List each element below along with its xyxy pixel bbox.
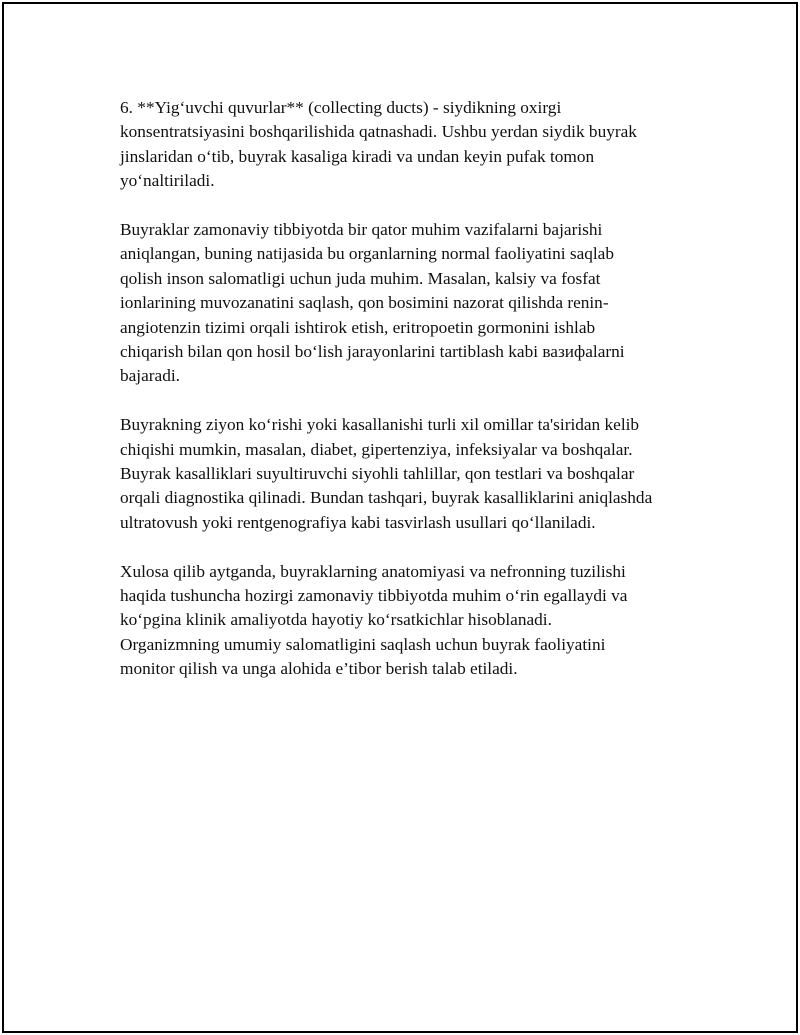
- paragraph-kidney-diseases: Buyrakning ziyon ko‘rishi yoki kasallanishi turli xil omillar ta'siridan kelib chiqishi mumkin, masalan, diabet, gipertenziya, infeksiyalar va boshqalar. Buyrak kasalliklari suyultiruvchi siyohli tahlillar, qon testlari va boshqalar orqali diagnostika qilinadi. Bundan tashqari, buyrak kasalliklarini aniqlashda ultratovush yoki rentgenografiya kabi tasvirlash usullari qo‘llaniladi.: [120, 415, 653, 532]
- paragraph-conclusion: Xulosa qilib aytganda, buyraklarning anatomiyasi va nefronning tuzilishi haqida tushuncha hozirgi zamonaviy tibbiyotda muhim o‘rin egallaydi va ko‘pgina klinik amaliyotda hayotiy ko‘rsatkichlar hisoblanadi. Organizmning umumiy salomatligini saqlash uchun buyrak faoliyatini monitor qilish va unga alohida e’tibor berish talab etiladi.: [120, 561, 628, 679]
- paragraph-kidney-functions: Buyraklar zamonaviy tibbiyotda bir qator muhim vazifalarni bajarishi aniqlangan, buning natijasida bu organlarning normal faoliyatini saqlab qolish inson salomatligi uchun juda muhim. Masalan, kalsiy va fosfat ionlarining muvozanatini saqlash, qon bosimini nazorat qilishda renin- angiotenzin tizimi orqali ishtirok etish, eritropoetin gormonini ishlab chiqarish bilan qon hosil bo‘lish jarayonlarini tartiblash kabi вазифalarni bajaradi.: [120, 220, 625, 386]
- paragraph-collecting-ducts: 6. **Yig‘uvchi quvurlar** (collecting ducts) - siydikning oxirgi konsentratsiyasini boshqarilishida qatnashadi. Ushbu yerdan siydik buyrak jinslaridan o‘tib, buyrak kasaliga kiradi va undan keyin pufak tomon yo‘naltiriladi.: [120, 98, 637, 191]
- document-page: [2, 2, 798, 1033]
- document-body: [120, 96, 700, 706]
